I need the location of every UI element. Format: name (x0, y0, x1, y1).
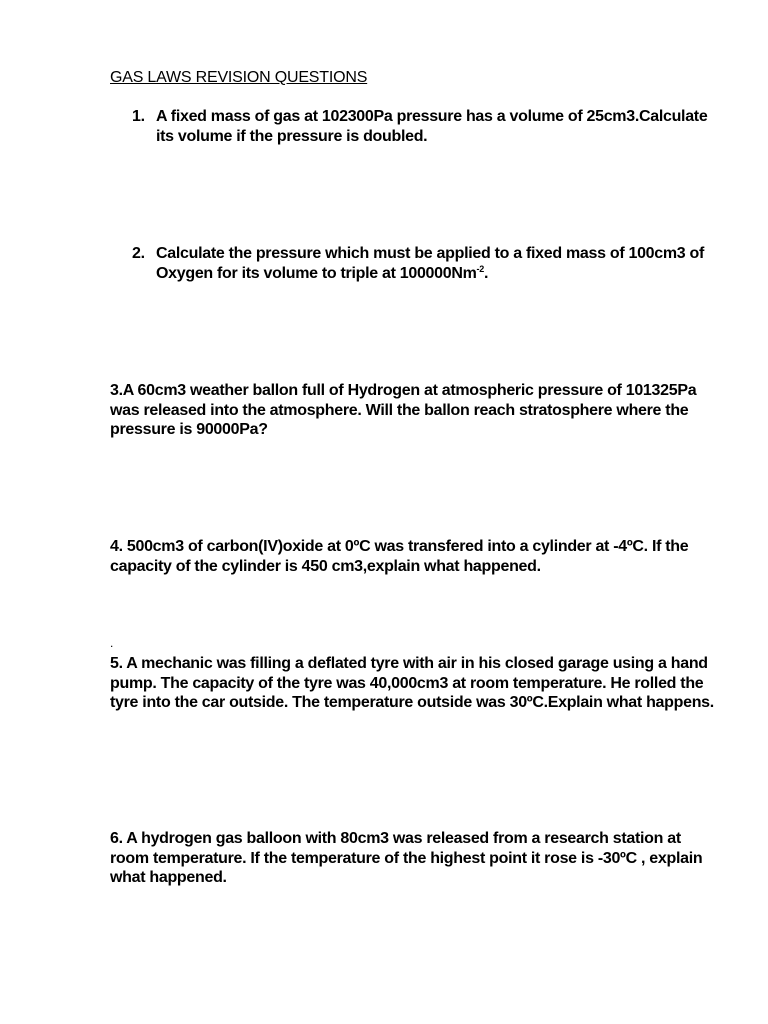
question-5: 5. A mechanic was filling a deflated tyre with air in his closed garage using a hand pump. The capacity of the tyre was 40,000cm3 at room temperature. He rolled the tyre into the car outside. The temperature outside was 30ºC.Explain what happens. (110, 655, 714, 712)
question-3: 3.A 60cm3 weather ballon full of Hydrogen at atmospheric pressure of 101325Pa was released into the atmosphere. Will the ballon reach stratosphere where the pressure is 90000Pa? (110, 382, 697, 439)
question-1-text: A fixed mass of gas at 102300Pa pressure has a volume of 25cm3.Calculate its volume if the pressure is doubled. (156, 108, 708, 145)
question-6: 6. A hydrogen gas balloon with 80cm3 was released from a research station at room temperature. If the temperature of the highest point it rose is -30ºC , explain what happened. (110, 830, 703, 887)
page-title: GAS LAWS REVISION QUESTIONS (110, 69, 368, 86)
question-1 (132, 107, 712, 146)
question-2-text-end: . (483, 264, 489, 282)
question-2-text-main: Calculate the pressure which must be applied to a fixed mass of 100cm3 of Oxygen for its volume to triple at 100000Nm (156, 245, 705, 282)
question-4: 4. 500cm3 of carbon(IV)oxide at 0ºC was transfered into a cylinder at -4ºC. If the capacity of the cylinder is 450 cm3,explain what happened. (110, 538, 689, 575)
question-1-number: 1. (132, 108, 145, 125)
question-2-number: 2. (132, 245, 145, 262)
question-2-text (156, 244, 712, 283)
question-2-exponent: -2 (476, 263, 484, 274)
stray-period-mark: . (110, 636, 114, 650)
question-2 (132, 244, 712, 283)
